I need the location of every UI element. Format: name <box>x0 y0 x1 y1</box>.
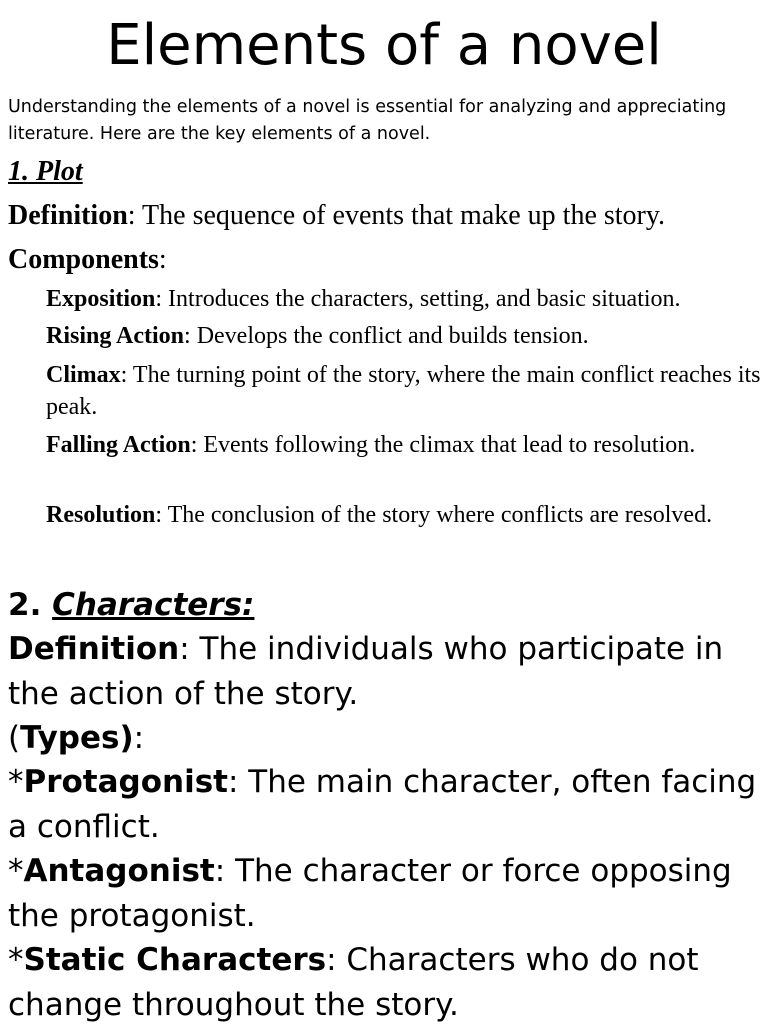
plot-component-climax <box>46 359 761 423</box>
component-text: : Introduces the characters, setting, and basic situation. <box>155 286 681 312</box>
component-text: : The turning point of the story, where the main conflict reaches its peak. <box>46 362 761 420</box>
bullet-asterisk: * <box>8 853 24 889</box>
plot-components-heading <box>8 240 763 280</box>
plot-definition <box>8 196 763 236</box>
type-text: : Characters who do not change throughout the story. <box>8 942 699 1023</box>
characters-heading <box>8 583 254 627</box>
plot-components-colon: : <box>158 244 167 275</box>
type-text: : The main character, often facing a conflict. <box>8 764 757 845</box>
bullet-asterisk: * <box>8 942 24 978</box>
component-text: : Develops the conflict and builds tension. <box>184 323 589 349</box>
characters-definition-text: : The individuals who participate in the action of the story. <box>8 631 724 712</box>
component-term: Falling Action <box>46 432 191 458</box>
plot-component-rising-action <box>46 320 761 352</box>
types-open-paren: ( <box>8 720 21 756</box>
plot-components-label: Components <box>8 244 159 275</box>
character-type-protagonist <box>8 760 764 849</box>
characters-heading-number: 2. <box>8 587 53 623</box>
type-term: Antagonist <box>23 853 215 889</box>
plot-definition-text: : The sequence of events that make up the story. <box>127 200 666 231</box>
type-term: Protagonist <box>23 764 228 800</box>
component-term: Resolution <box>46 502 156 528</box>
page-title: Elements of a novel <box>106 13 662 78</box>
characters-definition <box>8 627 764 716</box>
type-term: Static Characters <box>23 942 327 978</box>
characters-types-heading <box>8 716 764 761</box>
type-text: : The character or force opposing the protagonist. <box>8 853 732 934</box>
types-label: Types) <box>20 720 134 756</box>
plot-definition-label: Definition <box>8 200 128 231</box>
plot-component-resolution <box>46 499 761 531</box>
plot-heading: 1. Plot <box>8 156 83 187</box>
plot-component-exposition <box>46 283 761 315</box>
characters-definition-label: Definition <box>8 631 180 667</box>
characters-heading-text: Characters: <box>52 587 255 623</box>
component-term: Rising Action <box>46 323 185 349</box>
component-text: : Events following the climax that lead to resolution. <box>190 432 696 458</box>
plot-component-falling-action <box>46 429 761 461</box>
types-colon: : <box>133 720 145 756</box>
component-text: : The conclusion of the story where conflicts are resolved. <box>155 502 713 528</box>
component-term: Exposition <box>46 286 156 312</box>
bullet-asterisk: * <box>8 764 24 800</box>
component-term: Climax <box>46 362 121 388</box>
intro-paragraph: Understanding the elements of a novel is essential for analyzing and appreciating literature. Here are the key elements of a novel. <box>8 97 727 144</box>
character-type-antagonist <box>8 849 764 938</box>
character-type-static <box>8 938 764 1024</box>
